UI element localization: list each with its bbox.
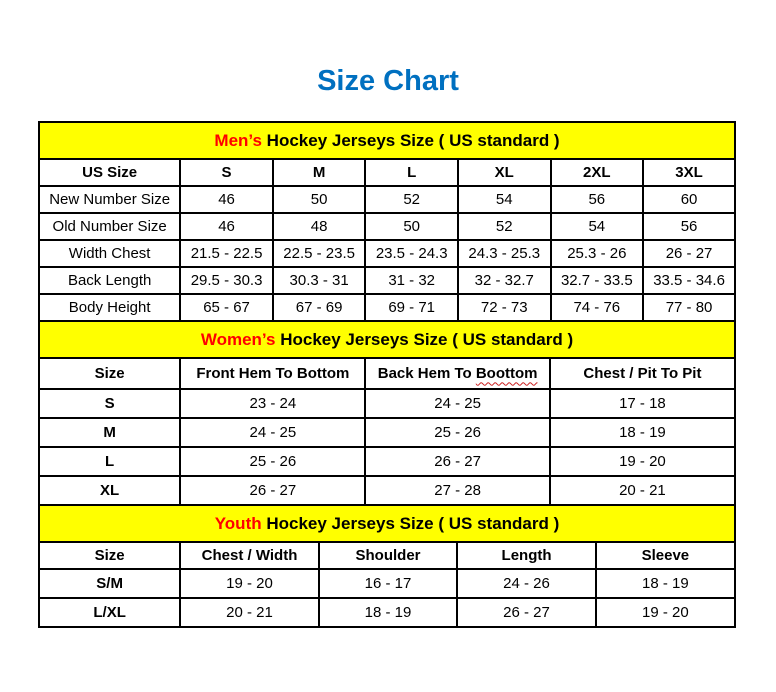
table-row: [39, 598, 735, 627]
column-header: Size: [39, 358, 180, 389]
size-value: 72 - 73: [458, 294, 551, 321]
table-row: [39, 267, 735, 294]
column-header: 2XL: [551, 159, 644, 186]
size-value: 23.5 - 24.3: [365, 240, 458, 267]
size-value: 77 - 80: [643, 294, 735, 321]
size-value: 54: [551, 213, 644, 240]
row-label: M: [39, 418, 180, 447]
size-value: 74 - 76: [551, 294, 644, 321]
size-value: 19 - 20: [550, 447, 735, 476]
size-value: 24 - 25: [365, 389, 549, 418]
size-value: 22.5 - 23.5: [273, 240, 366, 267]
misspelled-word: Boottom: [475, 364, 538, 382]
page-title: Size Chart: [317, 65, 459, 97]
size-value: 67 - 69: [273, 294, 366, 321]
section-heading-highlight: Youth: [214, 513, 262, 533]
size-value: 54: [458, 186, 551, 213]
table-row: [39, 447, 735, 476]
section-heading: [39, 321, 735, 358]
size-value: 24.3 - 25.3: [458, 240, 551, 267]
column-header: Length: [457, 542, 596, 569]
size-value: 56: [551, 186, 644, 213]
size-value: 26 - 27: [643, 240, 735, 267]
size-value: 29.5 - 30.3: [180, 267, 273, 294]
column-header: Chest / Pit To Pit: [550, 358, 735, 389]
section-band: [39, 505, 735, 542]
row-label: XL: [39, 476, 180, 505]
section-heading-rest: Hockey Jerseys Size ( US standard ): [261, 513, 560, 533]
table-row: [39, 240, 735, 267]
size-value: 18 - 19: [319, 598, 458, 627]
size-value: 19 - 20: [596, 598, 735, 627]
row-label: Body Height: [39, 294, 180, 321]
row-label: L/XL: [39, 598, 180, 627]
size-value: 18 - 19: [596, 569, 735, 598]
table-row: [39, 389, 735, 418]
size-value: 65 - 67: [180, 294, 273, 321]
size-value: 50: [273, 186, 366, 213]
size-value: 20 - 21: [550, 476, 735, 505]
size-value: 24 - 25: [180, 418, 365, 447]
size-value: 33.5 - 34.6: [643, 267, 735, 294]
youth-size-table: [38, 504, 736, 628]
column-header: Front Hem To Bottom: [180, 358, 365, 389]
size-value: 46: [180, 213, 273, 240]
column-header: XL: [458, 159, 551, 186]
column-header: Back Hem To Boottom: [365, 358, 549, 389]
size-value: 32 - 32.7: [458, 267, 551, 294]
table-row: [39, 569, 735, 598]
size-value: 24 - 26: [457, 569, 596, 598]
column-header-row: [39, 358, 735, 389]
table-row: [39, 476, 735, 505]
column-header: M: [273, 159, 366, 186]
mens-size-table: [38, 121, 736, 322]
size-value: 27 - 28: [365, 476, 549, 505]
table-row: [39, 418, 735, 447]
column-header: 3XL: [643, 159, 735, 186]
size-value: 26 - 27: [365, 447, 549, 476]
size-value: 23 - 24: [180, 389, 365, 418]
size-value: 52: [365, 186, 458, 213]
size-value: 19 - 20: [180, 569, 319, 598]
size-value: 32.7 - 33.5: [551, 267, 644, 294]
size-value: 31 - 32: [365, 267, 458, 294]
section-band: [39, 122, 735, 159]
section-heading-highlight: Women’s: [200, 329, 276, 349]
table-row: [39, 294, 735, 321]
column-header: Chest / Width: [180, 542, 319, 569]
row-label: Width Chest: [39, 240, 180, 267]
size-value: 18 - 19: [550, 418, 735, 447]
size-value: 52: [458, 213, 551, 240]
size-value: 25 - 26: [365, 418, 549, 447]
column-header-row: [39, 542, 735, 569]
size-chart-tables: [38, 121, 736, 628]
column-header: S: [180, 159, 273, 186]
row-label: S/M: [39, 569, 180, 598]
size-value: 48: [273, 213, 366, 240]
row-label: Old Number Size: [39, 213, 180, 240]
size-value: 25.3 - 26: [551, 240, 644, 267]
size-value: 20 - 21: [180, 598, 319, 627]
row-label: S: [39, 389, 180, 418]
column-header-row: [39, 159, 735, 186]
section-heading-rest: Hockey Jerseys Size ( US standard ): [261, 130, 560, 150]
size-value: 46: [180, 186, 273, 213]
row-label: Back Length: [39, 267, 180, 294]
column-header: L: [365, 159, 458, 186]
size-value: 30.3 - 31: [273, 267, 366, 294]
row-label: L: [39, 447, 180, 476]
table-row: [39, 186, 735, 213]
row-label: New Number Size: [39, 186, 180, 213]
column-header: Size: [39, 542, 180, 569]
size-value: 56: [643, 213, 735, 240]
size-value: 25 - 26: [180, 447, 365, 476]
table-row: [39, 213, 735, 240]
column-header: Shoulder: [319, 542, 458, 569]
size-value: 26 - 27: [457, 598, 596, 627]
section-heading-highlight: Men’s: [214, 130, 262, 150]
size-value: 21.5 - 22.5: [180, 240, 273, 267]
section-heading: [39, 122, 735, 159]
column-header: Sleeve: [596, 542, 735, 569]
section-heading-rest: Hockey Jerseys Size ( US standard ): [275, 329, 574, 349]
size-value: 69 - 71: [365, 294, 458, 321]
size-value: 60: [643, 186, 735, 213]
size-value: 50: [365, 213, 458, 240]
section-band: [39, 321, 735, 358]
womens-size-table: [38, 320, 736, 506]
column-header: US Size: [39, 159, 180, 186]
size-value: 26 - 27: [180, 476, 365, 505]
size-value: 16 - 17: [319, 569, 458, 598]
size-value: 17 - 18: [550, 389, 735, 418]
section-heading: [39, 505, 735, 542]
